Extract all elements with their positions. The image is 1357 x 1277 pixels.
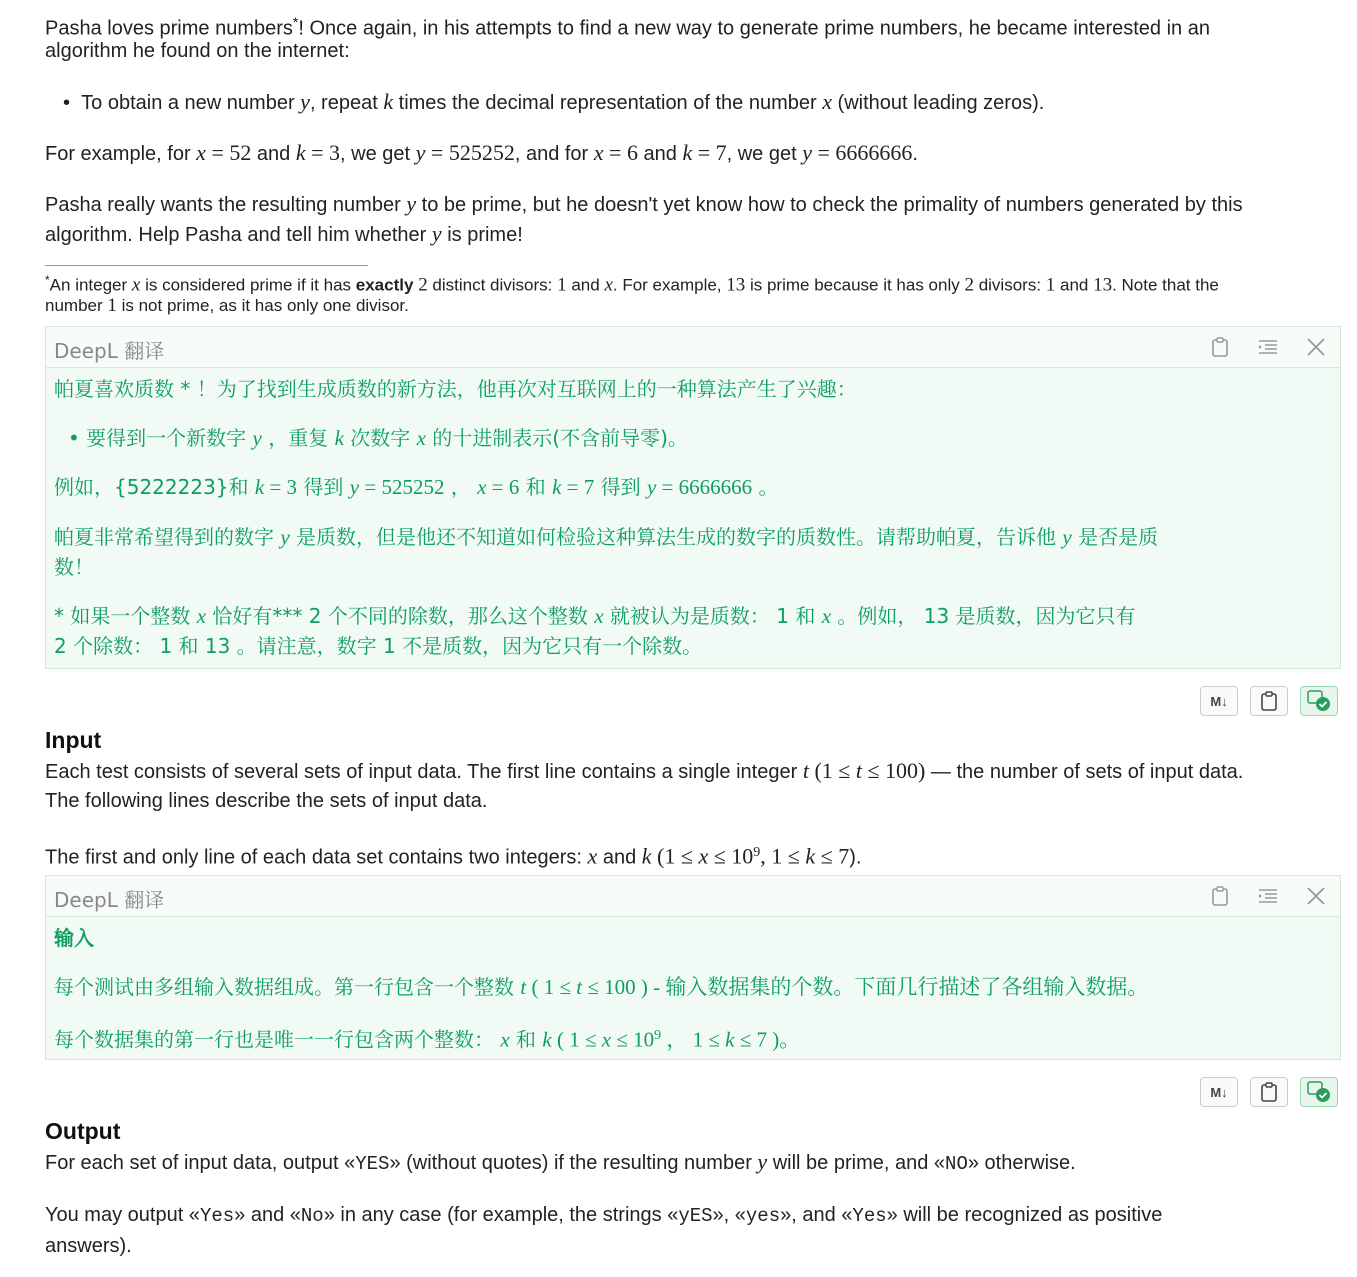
copy-button[interactable]: [1250, 1077, 1288, 1107]
clipboard-icon[interactable]: [1209, 336, 1231, 358]
collapse-icon[interactable]: [1257, 885, 1279, 907]
translate-check-icon: [1306, 1080, 1332, 1104]
want-line-1: Pasha really wants the resulting number y to be prime, but he doesn't yet know how to check the primality of numbers generated by this: [45, 191, 1243, 216]
want-line-2: algorithm. Help Pasha and tell him whether y is prime!: [45, 221, 523, 246]
footnote-line-1: *An integer x is considered prime if it has exactly 2 distinct divisors: 1 and x. For example, 13 is prime because it has only 2 divisors: 1 and 13. Note that the: [45, 273, 1219, 296]
markdown-button[interactable]: M↓: [1200, 686, 1238, 716]
bullet-item: • To obtain a new number y, repeat k times the decimal representation of the number x (without leading zeros).: [63, 89, 1045, 114]
collapse-icon[interactable]: [1257, 336, 1279, 358]
tr1-footnote-1: * 如果一个整数 x 恰好有*** 2 个不同的除数，那么这个整数 x 就被认为是质数： 1 和 x 。例如， 13 是质数，因为它只有: [54, 604, 1136, 628]
input-line-2: The following lines describe the sets of input data.: [45, 790, 488, 812]
clipboard-icon[interactable]: [1209, 885, 1231, 907]
translate-button[interactable]: [1300, 686, 1338, 716]
close-icon[interactable]: [1305, 885, 1327, 907]
tr1-example: 例如，{5222223}和 k = 3 得到 y = 525252 ， x = 6 和 k = 7 得到 y = 6666666 。: [54, 475, 779, 499]
deepl-panel-1: [45, 326, 1341, 669]
input-line-3: The first and only line of each data set contains two integers: x and k ($1 \le x \le 10^9$, 1 ≤ k ≤ 7).: [45, 843, 862, 869]
output-line-2: You may output «Yes» and «No» in any case (for example, the strings «yES», «yes», and «Yes» will be recognized as positive: [45, 1204, 1163, 1227]
tr1-line-1: 帕夏喜欢质数 * ！为了找到生成质数的新方法，他再次对互联网上的一种算法产生了兴趣：: [54, 377, 857, 401]
clipboard-icon: [1260, 691, 1278, 711]
translate-check-icon: [1306, 689, 1332, 713]
input-heading: Input: [45, 727, 102, 753]
deepl-title: DeepL 翻译: [54, 888, 165, 912]
tr2-heading: 输入: [54, 926, 94, 950]
deepl-panel-2: [45, 875, 1341, 1060]
translate-button[interactable]: [1300, 1077, 1338, 1107]
close-icon[interactable]: [1305, 336, 1327, 358]
footnote-divider: [45, 265, 368, 266]
tr1-footnote-2: 2 个除数： 1 和 13 。请注意，数字 1 不是质数，因为它只有一个除数。: [54, 634, 703, 658]
deepl-header: [46, 876, 1340, 917]
output-heading: Output: [45, 1118, 121, 1144]
output-line-1: For each set of input data, output «YES» (without quotes) if the resulting number y will be prime, and «NO» otherwise.: [45, 1149, 1076, 1175]
tr1-want-2: 数！: [54, 555, 94, 579]
intro-line-1: Pasha loves prime numbers*! Once again, in his attempts to find a new way to generate prime numbers, he became interested in an: [45, 14, 1210, 40]
copy-button[interactable]: [1250, 686, 1288, 716]
tr1-want-1: 帕夏非常希望得到的数字 y 是质数，但是他还不知道如何检验这种算法生成的数字的质数性。请帮助帕夏，告诉他 y 是否是质: [54, 525, 1159, 549]
tr2-line-2: 每个数据集的第一行也是唯一一行包含两个整数： x 和 k ( $1 \le x \le 10^9$ ， 1 ≤ k ≤ 7 )。: [54, 1027, 801, 1052]
deepl-header: [46, 327, 1340, 368]
clipboard-icon: [1260, 1082, 1278, 1102]
output-line-3: answers).: [45, 1235, 132, 1257]
footnote-line-2: number 1 is not prime, as it has only one divisor.: [45, 295, 409, 316]
example-line: For example, for x = 52 and k = 3, we get y = 525252, and for x = 6 and k = 7, we get y = 6666666.: [45, 140, 918, 165]
deepl-title: DeepL 翻译: [54, 339, 165, 363]
tr2-line-1: 每个测试由多组输入数据组成。第一行包含一个整数 t ( 1 ≤ t ≤ 100 ) - 输入数据集的个数。下面几行描述了各组输入数据。: [54, 975, 1149, 999]
intro-line-2: algorithm he found on the internet:: [45, 40, 350, 62]
input-line-1: Each test consists of several sets of input data. The first line contains a single integer t (1 ≤ t ≤ 100) — the number of sets of input data.: [45, 758, 1244, 783]
markdown-button[interactable]: M↓: [1200, 1077, 1238, 1107]
tr1-bullet: • 要得到一个新数字 y ，重复 k 次数字 x 的十进制表示(不含前导零)。: [68, 426, 688, 450]
